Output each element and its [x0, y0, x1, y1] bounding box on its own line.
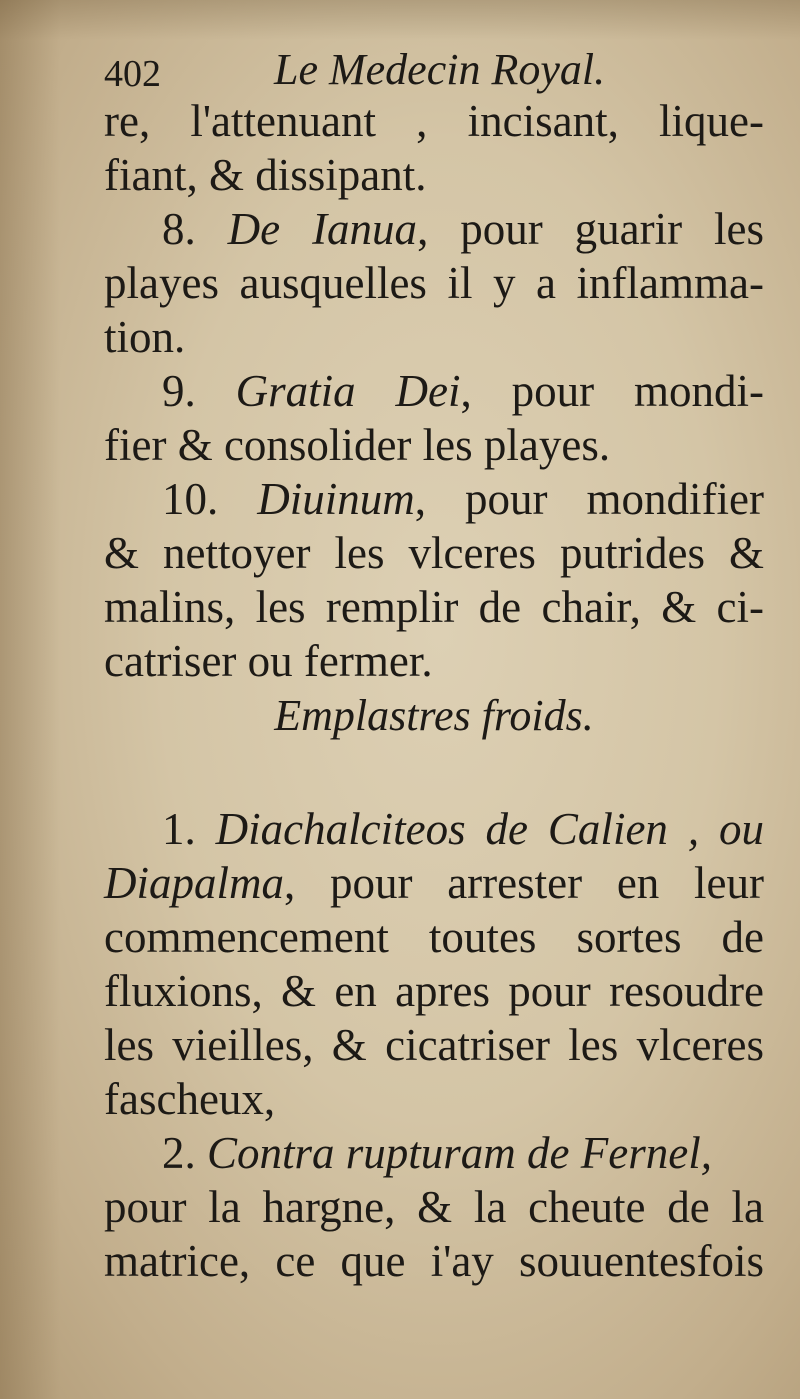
- item-number: 1.: [162, 804, 196, 854]
- text-line: & nettoyer les vlceres putrides &: [104, 528, 764, 578]
- remedy-name: Diachalciteos de Calien , ou: [215, 804, 765, 854]
- numbered-line: [104, 802, 764, 856]
- item-number: 8.: [162, 204, 196, 254]
- numbered-line: [104, 364, 764, 418]
- item-number: 2.: [162, 1128, 196, 1178]
- remedy-name: Diapalma: [104, 858, 284, 908]
- text-line: tion.: [104, 312, 186, 362]
- body-text-section-1: [104, 94, 764, 688]
- page-number: 402: [104, 53, 161, 95]
- text-line: playes ausquelles il y a inflamma-: [104, 258, 764, 308]
- line-rest: , pour arrester en leur: [284, 858, 764, 908]
- text-line: fier & consolider les playes.: [104, 420, 611, 470]
- text-line: matrice, ce que i'ay souuentesfois: [104, 1236, 764, 1286]
- running-head: [104, 44, 754, 100]
- text-line: [104, 856, 764, 910]
- text-line: fiant, & dissipant.: [104, 150, 427, 200]
- text-line: les vieilles, & cicatriser les vlceres: [104, 1020, 764, 1070]
- text-line: pour la hargne, & la cheute de la: [104, 1182, 764, 1232]
- numbered-line: [104, 1126, 764, 1180]
- remedy-name: Contra rupturam de Fernel,: [207, 1128, 712, 1178]
- section-heading: Emplastres froids.: [274, 691, 594, 740]
- text-line: fascheux,: [104, 1074, 276, 1124]
- text-line: fluxions, & en apres pour resoudre: [104, 966, 764, 1016]
- line-rest: , pour mondifier: [414, 474, 765, 524]
- numbered-line: [104, 202, 764, 256]
- remedy-name: Gratia Dei: [235, 366, 461, 416]
- text-line: re, l'attenuant , incisant, lique-: [104, 96, 764, 146]
- body-text-section-2: [104, 802, 764, 1288]
- running-title: Le Medecin Royal.: [274, 45, 606, 94]
- remedy-name: Diuinum: [257, 474, 415, 524]
- page-gutter-shadow: [0, 0, 60, 1399]
- numbered-line: [104, 472, 764, 526]
- text-line: commencement toutes sortes de: [104, 912, 764, 962]
- text-line: malins, les remplir de chair, & ci-: [104, 582, 764, 632]
- remedy-name: De Ianua: [227, 204, 418, 254]
- item-number: 10.: [162, 474, 219, 524]
- item-number: 9.: [162, 366, 196, 416]
- text-line: catriser ou fermer.: [104, 636, 433, 686]
- page-top-shadow: [0, 0, 800, 40]
- line-rest: , pour guarir les: [417, 204, 764, 254]
- line-rest: , pour mondi-: [460, 366, 764, 416]
